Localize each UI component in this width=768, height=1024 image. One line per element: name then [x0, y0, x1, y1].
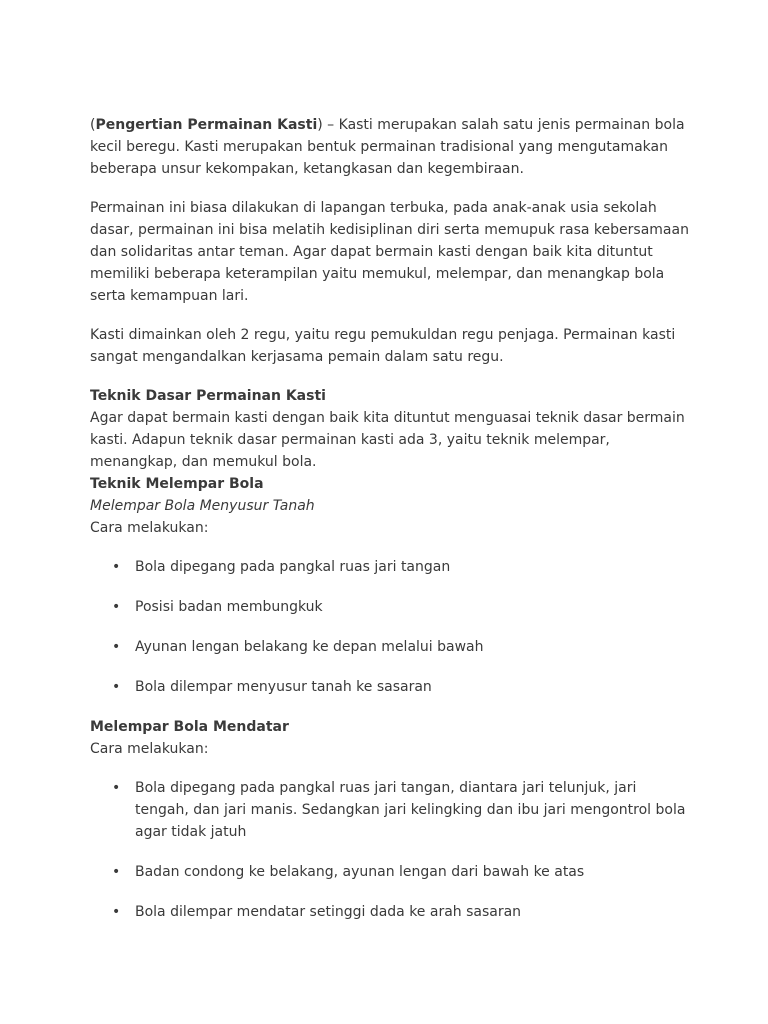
cara-label-2: Cara melakukan:: [90, 741, 209, 757]
bullet-icon: •: [112, 679, 121, 695]
list-item-text: Ayunan lengan belakang ke depan melalui bawah: [135, 639, 484, 655]
intro-rest: ) – Kasti merupakan salah satu jenis permainan bola kecil beregu. Kasti merupakan bentuk permainan tradisional yang mengutamakan beberapa unsur kekompakan, ketangkasan dan kegembiraan.: [90, 117, 685, 177]
intro-bold-term: Pengertian Permainan Kasti: [95, 117, 318, 133]
list-item-text: Badan condong ke belakang, ayunan lengan dari bawah ke atas: [135, 864, 585, 880]
heading-teknik-melempar: Teknik Melempar Bola: [90, 476, 264, 492]
heading-melempar-mendatar: Melempar Bola Mendatar: [90, 719, 289, 735]
list-item: [90, 556, 690, 578]
teknik-dasar-body: Agar dapat bermain kasti dengan baik kita dituntut menguasai teknik dasar bermain kasti. Adapun teknik dasar permainan kasti ada 3, yaitu teknik melempar, menangkap, dan memukul bola.: [90, 410, 685, 470]
list-item: [90, 596, 690, 618]
list-item-text: Bola dilempar menyusur tanah ke sasaran: [135, 679, 432, 695]
list-menyusur-tanah: [90, 556, 690, 698]
list-item-text: Posisi badan membungkuk: [135, 599, 323, 615]
intro-open-paren: (: [90, 117, 96, 133]
bullet-icon: •: [112, 599, 121, 615]
bullet-icon: •: [112, 559, 121, 575]
intro-paragraph: [90, 114, 690, 180]
bullet-icon: •: [112, 780, 121, 796]
subheading-menyusur-tanah: Melempar Bola Menyusur Tanah: [90, 498, 315, 514]
list-item-text: Bola dilempar mendatar setinggi dada ke arah sasaran: [135, 904, 522, 920]
bullet-icon: •: [112, 904, 121, 920]
list-item-text: Bola dipegang pada pangkal ruas jari tangan, diantara jari telunjuk, jari tengah, dan jari manis. Sedangkan jari kelingking dan ibu jari mengontrol bola agar tidak jatuh: [135, 780, 686, 840]
list-item: [90, 777, 690, 843]
bullet-icon: •: [112, 864, 121, 880]
document-body: [90, 114, 690, 941]
bullet-icon: •: [112, 639, 121, 655]
list-item: [90, 901, 690, 923]
list-item: [90, 636, 690, 658]
cara-label-1: Cara melakukan:: [90, 520, 209, 536]
list-item: [90, 861, 690, 883]
list-item: [90, 676, 690, 698]
paragraph-2: Permainan ini biasa dilakukan di lapangan terbuka, pada anak-anak usia sekolah dasar, permainan ini bisa melatih kedisiplinan diri serta memupuk rasa kebersamaan dan solidaritas antar teman. Agar dapat bermain kasti dengan baik kita dituntut memiliki beberapa keterampilan yaitu memukul, melempar, dan menangkap bola serta kemampuan lari.: [90, 200, 689, 304]
list-mendatar: [90, 777, 690, 923]
list-item-text: Bola dipegang pada pangkal ruas jari tangan: [135, 559, 451, 575]
heading-teknik-dasar: Teknik Dasar Permainan Kasti: [90, 388, 326, 404]
paragraph-3: Kasti dimainkan oleh 2 regu, yaitu regu pemukuldan regu penjaga. Permainan kasti sangat mengandalkan kerjasama pemain dalam satu regu.: [90, 327, 676, 365]
